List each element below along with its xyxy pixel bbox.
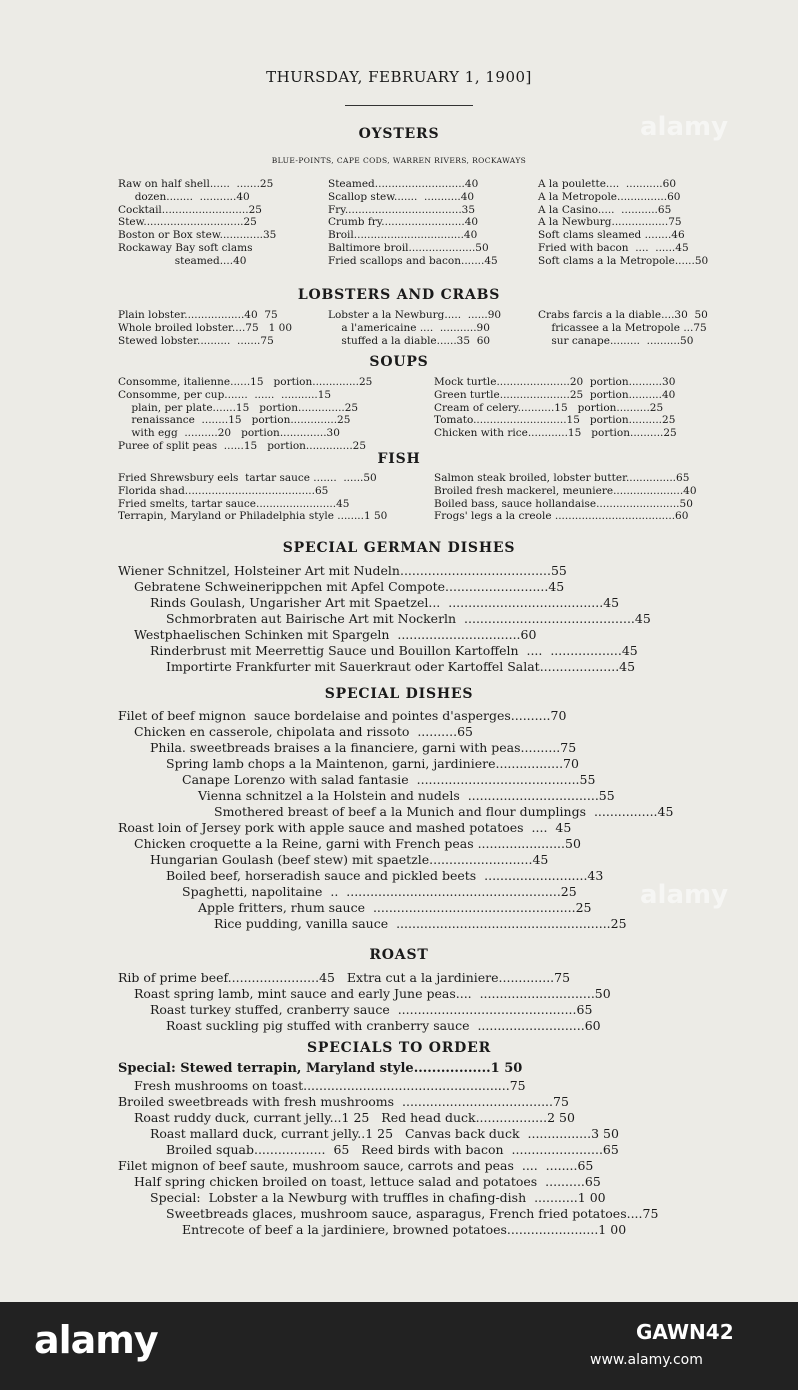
fish-heading: FISH <box>377 451 421 467</box>
roast-item: Roast spring lamb, mint sauce and early June peas.... .............................50 <box>134 986 611 1001</box>
special-item: Boiled beef, horseradish sauce and pickled beets ..........................43 <box>166 868 604 883</box>
image-id: GAWN42 <box>636 1320 734 1344</box>
roast-item: Roast turkey stuffed, cranberry sauce .............................................65 <box>150 1002 593 1017</box>
special-item: Apple fritters, rhum sauce ...................................................25 <box>198 900 592 915</box>
special-item: Canape Lorenzo with salad fantasie .........................................55 <box>182 772 596 787</box>
watermark: alamy <box>640 880 729 910</box>
german-item: Schmorbraten aut Bairische Art mit Nockerln ...........................................45 <box>166 611 651 626</box>
german-item: Westphaelischen Schinken mit Spargeln ...............................60 <box>134 627 537 642</box>
special-heading: SPECIAL DISHES <box>324 686 474 702</box>
special-item: Phila. sweetbreads braises a la financiere, garni with peas..........75 <box>150 740 577 755</box>
german-heading: SPECIAL GERMAN DISHES <box>282 540 516 556</box>
order-item: Broiled sweetbreads with fresh mushrooms ......................................75 <box>118 1094 569 1109</box>
german-item: Gebratene Schweinerippchen mit Apfel Compote..........................45 <box>134 579 565 594</box>
fish-col-2: Salmon steak broiled, lobster butter...............65 Broiled fresh mackerel, meuniere.....................40 Boiled bass, sauce hollandaise.........................50 Frogs' legs a la creole ....................................60 <box>434 472 697 523</box>
order-item: Entrecote of beef a la jardiniere, browned potatoes.......................1 00 <box>182 1222 627 1237</box>
german-item: Rinderbrust mit Meerrettig Sauce und Bouillon Kartoffeln .... ..................45 <box>150 643 638 658</box>
roast-heading: ROAST <box>369 947 429 963</box>
roast-item: Rib of prime beef.......................45 Extra cut a la jardiniere..............75 <box>118 970 571 985</box>
menu-date: THURSDAY, FEBRUARY 1, 1900] <box>266 68 532 86</box>
oysters-col-1: Raw on half shell...... .......25 dozen........ ...........40 Cocktail..........................25 Stew..............................25 Boston or Box stew.............35 Rockaway Bay soft clams steamed....40 <box>118 178 277 267</box>
watermark: alamy <box>640 112 729 142</box>
special-item: Roast loin of Jersey pork with apple sauce and mashed potatoes .... 45 <box>118 820 572 835</box>
german-item: Rinds Goulash, Ungarisher Art mit Spaetzel... .......................................45 <box>150 595 620 610</box>
oysters-col-3: A la poulette.... ...........60 A la Metropole...............60 A la Casino..... ...........65 A la Newburg.................75 Soft clams sleamed ........46 Fried with bacon .... ......45 Soft clams a la Metropole......50 <box>538 178 709 267</box>
site-url: www.alamy.com <box>590 1352 703 1368</box>
lobsters-col-1: Plain lobster..................40 75 Whole broiled lobster....75 1 00 Stewed lobster.......... .......75 <box>118 309 293 347</box>
special-item: Chicken en casserole, chipolata and rissoto ..........65 <box>134 724 473 739</box>
roast-item: Roast suckling pig stuffed with cranberry sauce ...........................60 <box>166 1018 601 1033</box>
special-item: Chicken croquette a la Reine, garni with French peas ......................50 <box>134 836 581 851</box>
oysters-heading: OYSTERS <box>358 126 440 142</box>
special-item: Hungarian Goulash (beef stew) mit spaetzle..........................45 <box>150 852 549 867</box>
special-item: Rice pudding, vanilla sauce ......................................................25 <box>214 916 627 931</box>
order-item: Sweetbreads glaces, mushroom sauce, asparagus, French fried potatoes....75 <box>166 1206 659 1221</box>
fish-col-1: Fried Shrewsbury eels tartar sauce ....... ......50 Florida shad.......................................65 Fried smelts, tartar sauce........................45 Terrapin, Maryland or Philadelphia style ........1 50 <box>118 472 388 523</box>
order-heading: SPECIALS TO ORDER <box>306 1040 492 1056</box>
header-rule <box>345 105 473 106</box>
order-item: Roast mallard duck, currant jelly..1 25 Canvas back duck ................3 50 <box>150 1126 619 1141</box>
alamy-logo: alamy <box>34 1318 158 1362</box>
soups-col-2: Mock turtle......................20 portion..........30 Green turtle.....................25 portion..........40 Cream of celery...........15 portion..........25 Tomato............................15 portion..........25 Chicken with rice............15 portion..........25 <box>434 376 677 440</box>
german-item: Importirte Frankfurter mit Sauerkraut oder Kartoffel Salat....................45 <box>166 659 636 674</box>
special-item: Vienna schnitzel a la Holstein and nudels .................................55 <box>198 788 615 803</box>
oysters-col-2: Steamed...........................40 Scallop stew....... ...........40 Fry...................................35 Crumb fry.........................40 Broil.................................40 Baltimore broil....................50 Fried scallops and bacon.......45 <box>328 178 498 267</box>
oysters-subheading: BLUE-POINTS, CAPE CODS, WARREN RIVERS, ROCKAWAYS <box>271 156 527 165</box>
order-item: Special: Lobster a la Newburg with truffles in chafing-dish ...........1 00 <box>150 1190 606 1205</box>
order-featured-item: Special: Stewed terrapin, Maryland style.................1 50 <box>118 1061 523 1076</box>
soups-heading: SOUPS <box>369 354 429 370</box>
special-item: Filet of beef mignon sauce bordelaise and pointes d'asperges..........70 <box>118 708 567 723</box>
soups-col-1: Consomme, italienne......15 portion..............25 Consomme, per cup....... ...... ...........15 plain, per plate.......15 portion..............25 renaissance ........15 portion..............25 with egg ..........20 portion..............30 Puree of split peas ......15 portion..............25 <box>118 376 373 452</box>
special-item: Spaghetti, napolitaine .. ......................................................25 <box>182 884 577 899</box>
order-item: Roast ruddy duck, currant jelly...1 25 Red head duck..................2 50 <box>134 1110 575 1125</box>
order-item: Broiled squab.................. 65 Reed birds with bacon .......................65 <box>166 1142 619 1157</box>
special-item: Smothered breast of beef a la Munich and flour dumplings ................45 <box>214 804 674 819</box>
lobsters-col-2: Lobster a la Newburg..... ......90 a l'americaine .... ...........90 stuffed a la diable......35 60 <box>328 309 502 347</box>
order-item: Filet mignon of beef saute, mushroom sauce, carrots and peas .... ........65 <box>118 1158 594 1173</box>
lobsters-col-3: Crabs farcis a la diable....30 50 fricassee a la Metropole ...75 sur canape......... ..........50 <box>538 309 708 347</box>
lobsters-heading: LOBSTERS AND CRABS <box>297 287 501 303</box>
german-item: Wiener Schnitzel, Holsteiner Art mit Nudeln......................................55 <box>118 563 567 578</box>
special-item: Spring lamb chops a la Maintenon, garni, jardiniere.................70 <box>166 756 579 771</box>
order-item: Half spring chicken broiled on toast, lettuce salad and potatoes ..........65 <box>134 1174 601 1189</box>
order-item: Fresh mushrooms on toast....................................................75 <box>134 1078 526 1093</box>
